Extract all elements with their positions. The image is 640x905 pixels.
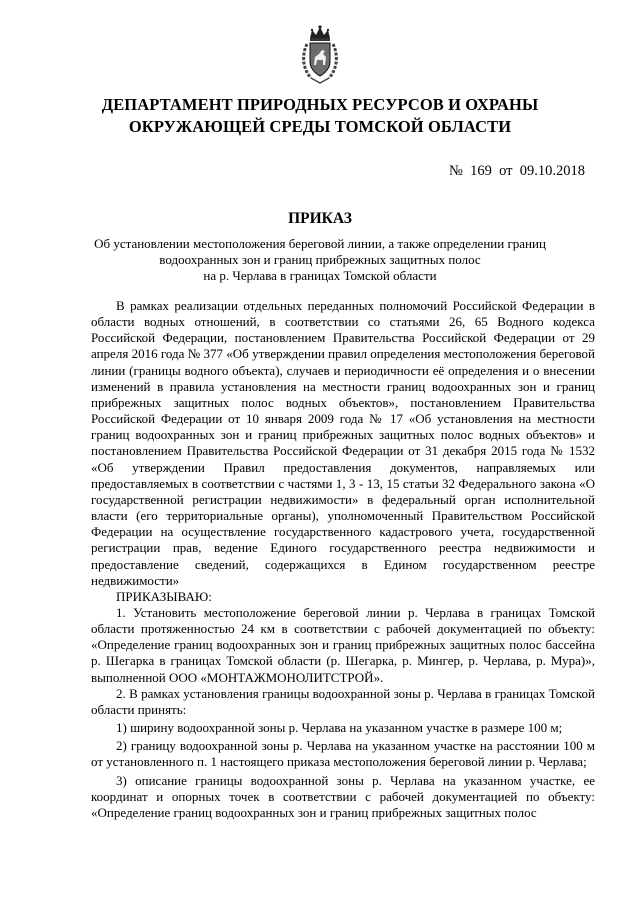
item-1-paragraph: 1. Установить местоположение береговой линии р. Черлава в границах Томской области протяженностью 24 км в соответствии с рабочей документацией по объекту: «Определение границ водоохранных зон и границ прибрежных защитных полос бассейна р. Шегарка в границах Томской области (р. Шегарка, р. Мингер, р. Черлава, р. Мура)», выполненной ООО «МОНТАЖМОНОЛИТСТРОЙ». <box>91 604 595 685</box>
subject-line-1: Об установлении местоположения береговой линии, а также определении границ <box>94 236 546 251</box>
department-line-1: ДЕПАРТАМЕНТ ПРИРОДНЫХ РЕСУРСОВ И ОХРАНЫ <box>101 95 539 114</box>
item-2-1-paragraph: 1) ширину водоохранной зоны р. Черлава на указанном участке в размере 100 м; <box>116 720 563 736</box>
item-2-3-paragraph: 3) описание границы водоохранной зоны р. Черлава на указанном участке, ее координат и опорных точек в соответствии с рабочей документацией по объекту: «Определение границ водоохранных зон и границ прибрежных защитных полос <box>91 772 595 820</box>
document-number: № 169 от 09.10.2018 <box>449 163 585 179</box>
document-title: ПРИКАЗ <box>288 210 352 227</box>
subject-line-2: водоохранных зон и границ прибрежных защитных полос <box>159 252 481 267</box>
coat-of-arms-icon <box>301 24 339 86</box>
order-word: ПРИКАЗЫВАЮ: <box>116 588 212 604</box>
department-name <box>40 94 600 138</box>
document-subject <box>60 236 580 284</box>
document-body <box>91 298 595 821</box>
preamble-paragraph: В рамках реализации отдельных переданных полномочий Российской Федерации в области водных отношений, в соответствии со статьями 26, 65 Водного кодекса Российской Федерации, постановлением Правительства Российской Федерации от 29 апреля 2016 года № 377 «Об утверждении правил определения местоположения береговой линии (границы водного объекта), случаев и периодичности её определения и о внесении изменений в правила установления на местности границ водоохранных зон и границ прибрежных защитных полос водных объектов», постановлением Правительства Российской Федерации от 10 января 2009 года № 17 «Об установления на местности границ водоохранных зон и границ прибрежных защитных полос водных объектов» и постановлением Правительства Российской Федерации от 31 декабря 2015 года № 1532 «Об утверждении Правил предоставления документов, направляемых или предоставляемых в соответствии с частями 1, 3 - 13, 15 статьи 32 Федерального закона «О государственной регистрации недвижимости» в федеральный орган исполнительной власти (его территориальные органы), уполномоченный Правительством Российской Федерации на осуществление государственного кадастрового учета, государственной регистрации прав, ведение Единого государственного реестра недвижимости и предоставление сведений, содержащихся в Едином государственном реестре недвижимости» <box>91 298 595 588</box>
subject-line-3: на р. Черлава в границах Томской области <box>203 268 437 283</box>
department-line-2: ОКРУЖАЮЩЕЙ СРЕДЫ ТОМСКОЙ ОБЛАСТИ <box>128 117 512 136</box>
item-2-2-paragraph: 2) границу водоохранной зоны р. Черлава на указанном участке на расстоянии 100 м от установленного п. 1 настоящего приказа местоположения береговой линии р. Черлава; <box>91 738 595 770</box>
item-2-paragraph: 2. В рамках установления границы водоохранной зоны р. Черлава в границах Томской области принять: <box>91 685 595 717</box>
